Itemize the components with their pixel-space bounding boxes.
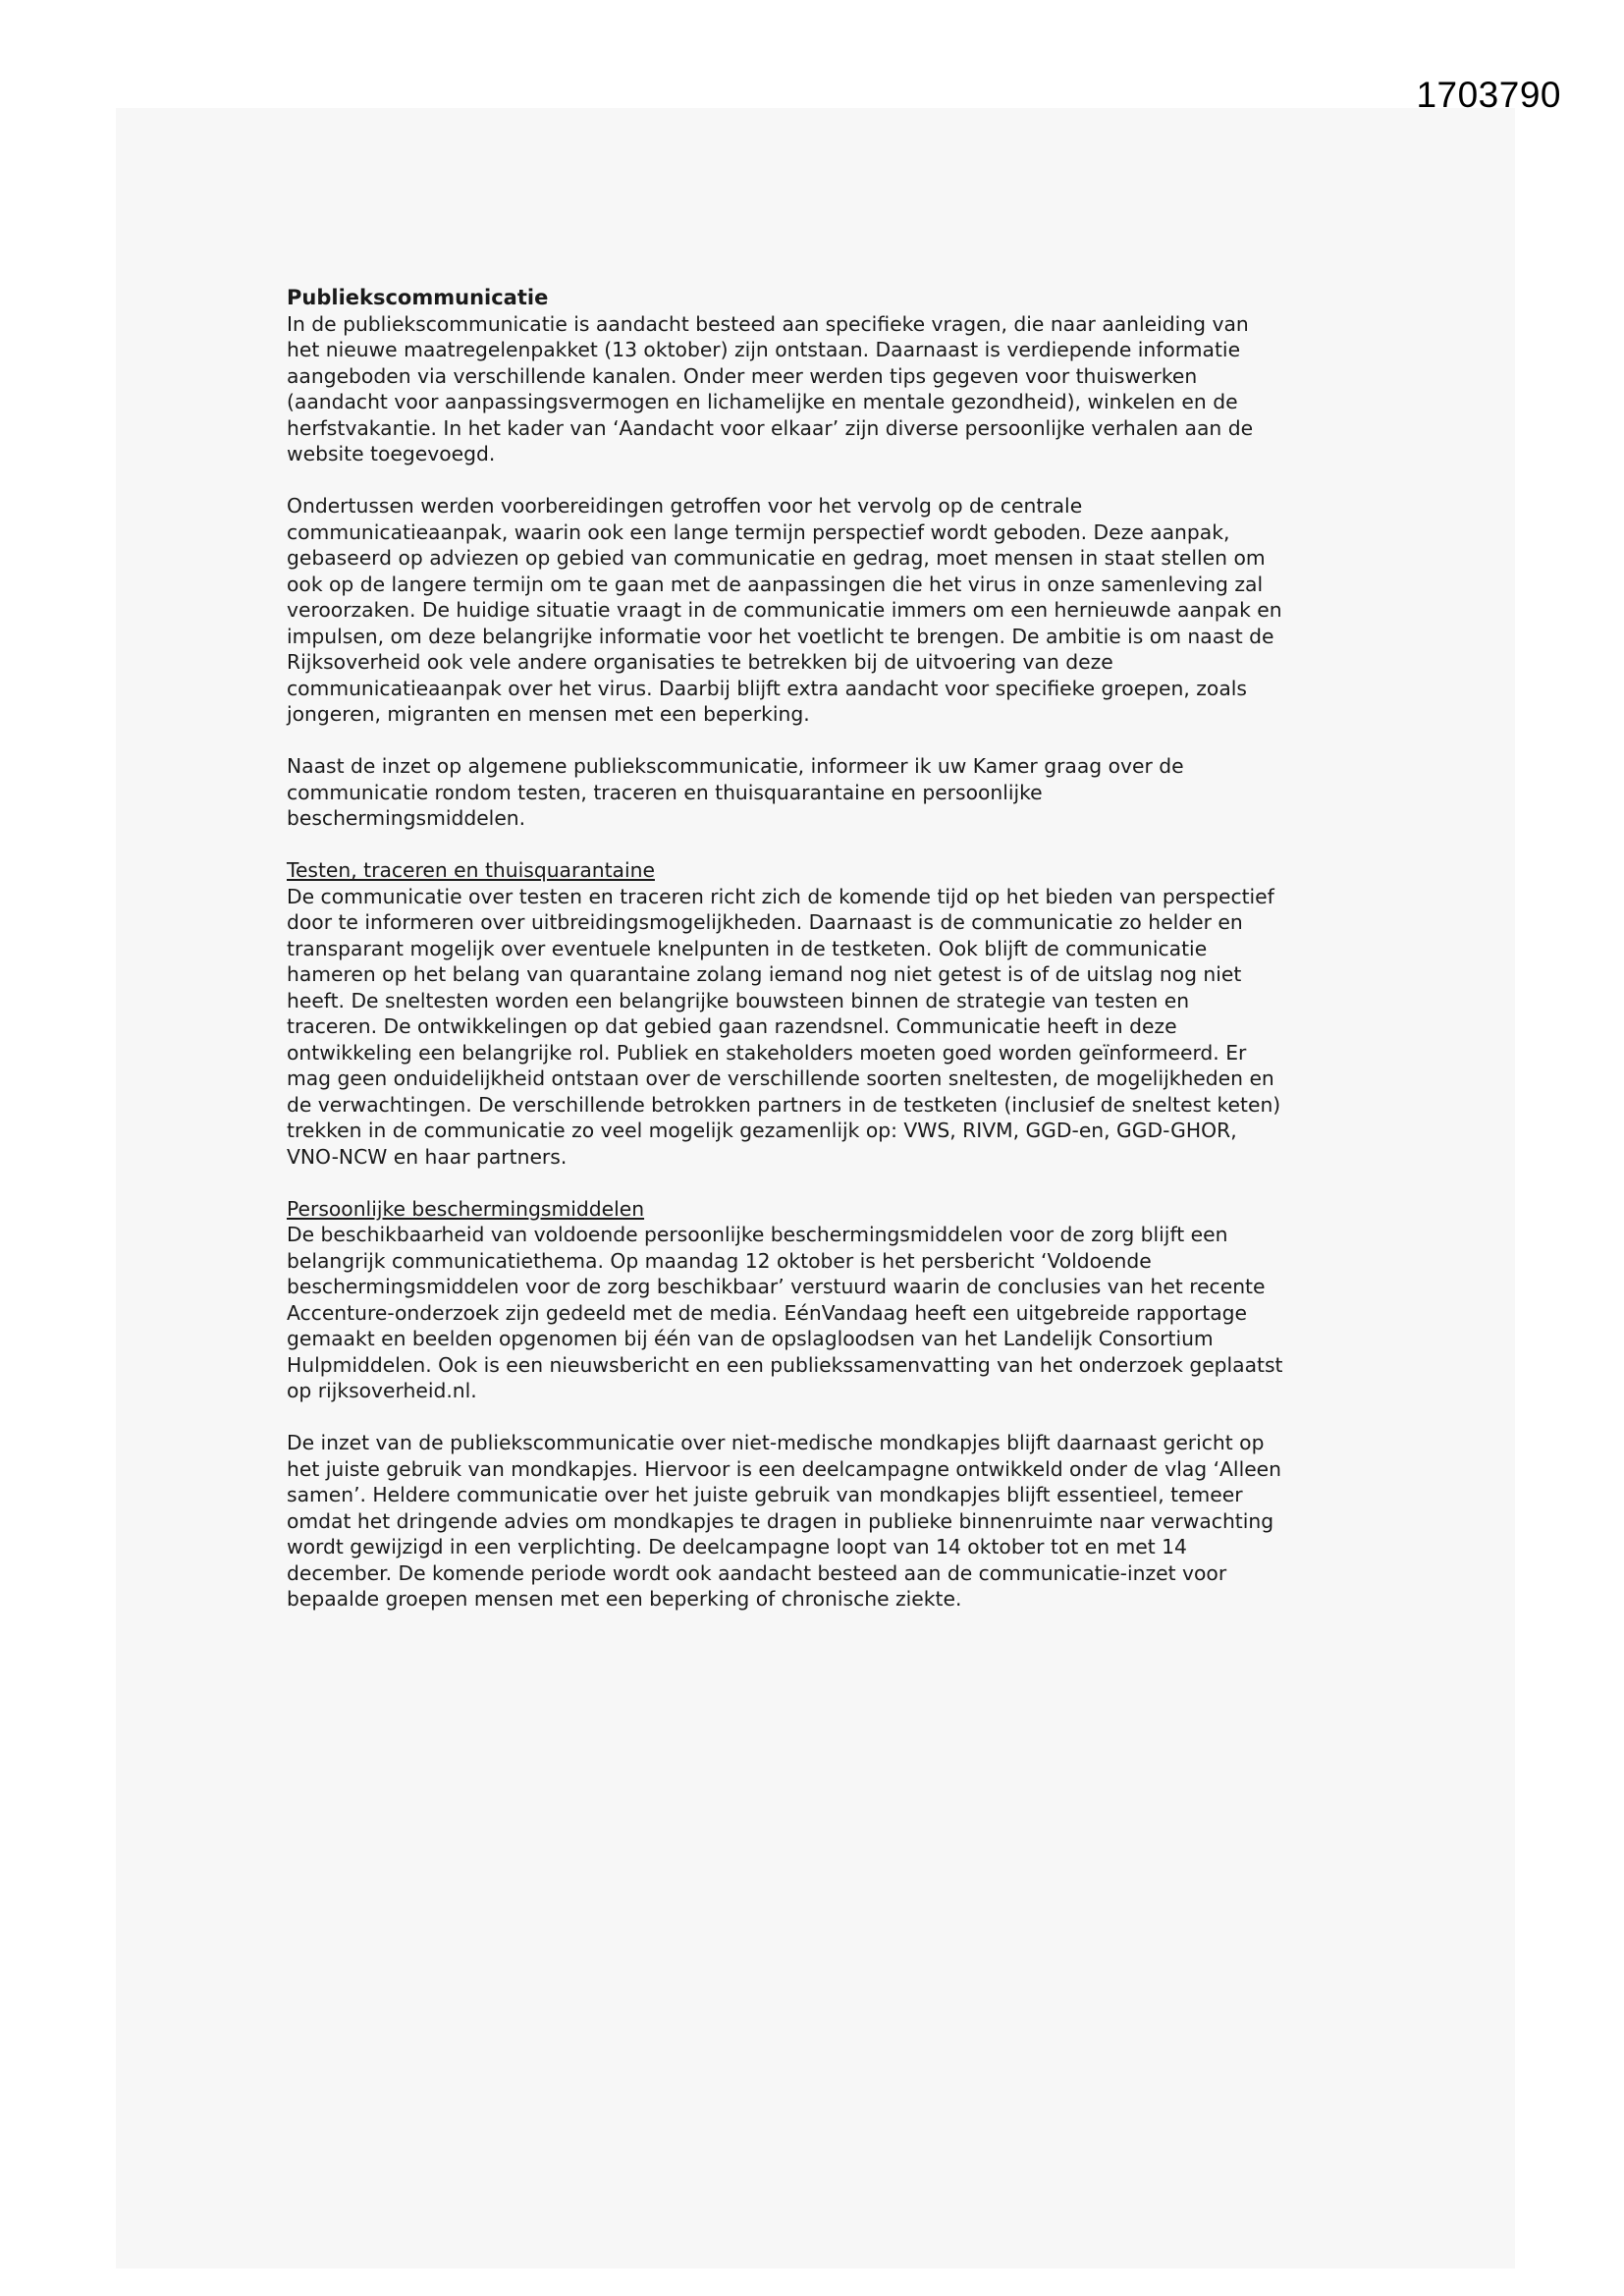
paragraph-overview: Naast de inzet op algemene publiekscommunicatie, informeer ik uw Kamer graag over de communicatie rondom testen, traceren en thuisquarantaine en persoonlijke beschermingsmiddelen. <box>287 754 1184 830</box>
document-number: 1703790 <box>1416 75 1561 115</box>
paragraph-preparations: Ondertussen werden voorbereidingen getroffen voor het vervolg op de centrale communicatieaanpak, waarin ook een lange termijn perspectief wordt geboden. Deze aanpak, gebaseerd op adviezen op gebied van communicatie en gedrag, moet mensen in staat stellen om ook op de langere termijn om te gaan met de aanpassingen die het virus in onze samenleving zal veroorzaken. De huidige situatie vraagt in de communicatie immers om een hernieuwde aanpak en impulsen, om deze belangrijke informatie voor het voetlicht te brengen. De ambitie is om naast de Rijksoverheid ook vele andere organisaties te betrekken bij de uitvoering van deze communicatieaanpak over het virus. Daarbij blijft extra aandacht voor specifieke groepen, zoals jongeren, migranten en mensen met een beperking. <box>287 494 1282 726</box>
document-body <box>287 285 1367 1613</box>
paragraph-testing: De communicatie over testen en traceren richt zich de komende tijd op het bieden van perspectief door te informeren over uitbreidingsmogelijkheden. Daarnaast is de communicatie zo helder en transparant mogelijk over eventuele knelpunten in de testketen. Ook blijft de communicatie hameren op het belang van quarantaine zolang iemand nog niet getest is of de uitslag nog niet heeft. De sneltesten worden een belangrijke bouwsteen binnen de strategie van testen en traceren. De ontwikkelingen op dat gebied gaan razendsnel. Communicatie heeft in deze ontwikkeling een belangrijke rol. Publiek en stakeholders moeten goed worden geïnformeerd. Er mag geen onduidelijkheid ontstaan over de verschillende soorten sneltesten, de mogelijkheden en de verwachtingen. De verschillende betrokken partners in de testketen (inclusief de sneltest keten) trekken in de communicatie zo veel mogelijk gezamenlijk op: VWS, RIVM, GGD-en, GGD-GHOR, VNO-NCW en haar partners. <box>287 884 1281 1169</box>
subsection-title-protection: Persoonlijke beschermingsmiddelen <box>287 1196 645 1221</box>
paragraph-protection: De beschikbaarheid van voldoende persoonlijke beschermingsmiddelen voor de zorg blijft een belangrijk communicatiethema. Op maandag 12 oktober is het persbericht ‘Voldoende beschermingsmiddelen voor de zorg beschikbaar’ verstuurd waarin de conclusies van het recente Accenture-onderzoek zijn gedeeld met de media. EénVandaag heeft een uitgebreide rapportage gemaakt en beelden opgenomen bij één van de opslagloodsen van het Landelijk Consortium Hulpmiddelen. Ook is een nieuwsbericht en een publiekssamenvatting van het onderzoek geplaatst op rijksoverheid.nl. <box>287 1223 1283 1402</box>
subsection-title-testing: Testen, traceren en thuisquarantaine <box>287 858 655 882</box>
paragraph-intro: In de publiekscommunicatie is aandacht besteed aan specifieke vragen, die naar aanleiding van het nieuwe maatregelenpakket (13 oktober) zijn ontstaan. Daarnaast is verdiepende informatie aangeboden via verschillende kanalen. Onder meer werden tips gegeven voor thuiswerken (aandacht voor aanpassingsvermogen en lichamelijke en mentale gezondheid), winkelen en de herfstvakantie. In het kader van ‘Aandacht voor elkaar’ zijn diverse persoonlijke verhalen aan de website toegevoegd. <box>287 311 1254 465</box>
paragraph-face-masks: De inzet van de publiekscommunicatie over niet-medische mondkapjes blijft daarnaast gericht op het juiste gebruik van mondkapjes. Hiervoor is een deelcampagne ontwikkeld onder de vlag ‘Alleen samen’. Heldere communicatie over het juiste gebruik van mondkapjes blijft essentieel, temeer omdat het dringende advies om mondkapjes te dragen in publieke binnenruimte naar verwachting wordt gewijzigd in een verplichting. De deelcampagne loopt van 14 oktober tot en met 14 december. De komende periode wordt ook aandacht besteed aan de communicatie-inzet voor bepaalde groepen mensen met een beperking of chronische ziekte. <box>287 1431 1282 1611</box>
section-title: Publiekscommunicatie <box>287 286 549 309</box>
